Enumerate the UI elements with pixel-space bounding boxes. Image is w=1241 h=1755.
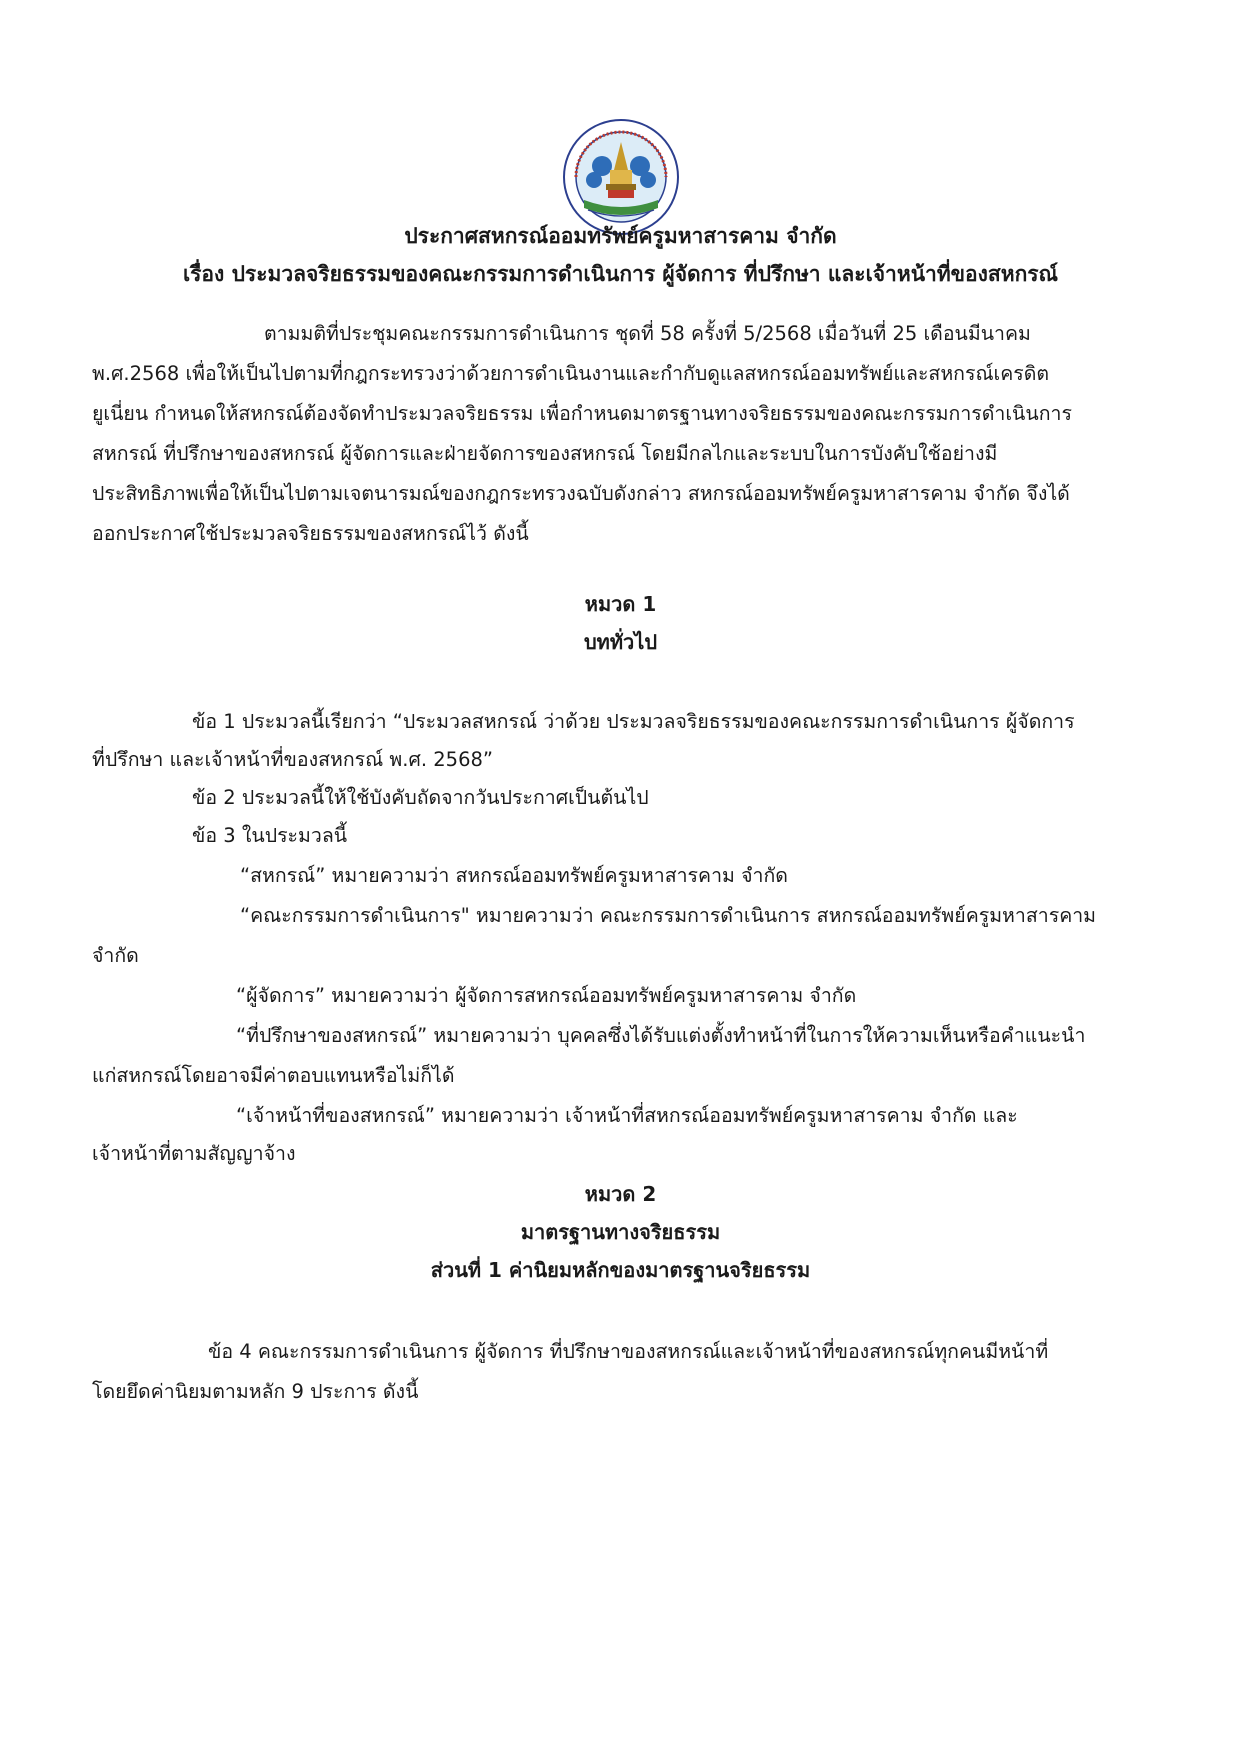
definition-manager: “ผู้จัดการ” หมายความว่า ผู้จัดการสหกรณ์ออมทรัพย์ครูมหาสารคาม จำกัด [236,984,857,1007]
intro-line: ประสิทธิภาพเพื่อให้เป็นไปตามเจตนารมณ์ของกฎกระทรวงฉบับดังกล่าว สหกรณ์ออมทรัพย์ครูมหาสารคาม จำกัด จึงได้ [92,482,1070,505]
article-4-line: ข้อ 4 คณะกรรมการดำเนินการ ผู้จัดการ ที่ปรึกษาของสหกรณ์และเจ้าหน้าที่ของสหกรณ์ทุกคนมีหน้าที่ [208,1340,1049,1363]
chapter-1-title: หมวด 1 [584,592,657,616]
definition-advisor-line: “ที่ปรึกษาของสหกรณ์” หมายความว่า บุคคลซึ่งได้รับแต่งตั้งทำหน้าที่ในการให้ความเห็นหรือคำแนะนำ [236,1024,1086,1047]
definition-advisor-line: แก่สหกรณ์โดยอาจมีค่าตอบแทนหรือไม่ก็ได้ [92,1064,455,1087]
article-4-line: โดยยึดค่านิยมตามหลัก 9 ประการ ดังนี้ [92,1380,419,1403]
intro-line: ตามมติที่ประชุมคณะกรรมการดำเนินการ ชุดที่ 58 ครั้งที่ 5/2568 เมื่อวันที่ 25 เดือนมีนาคม [264,322,1031,345]
article-2: ข้อ 2 ประมวลนี้ให้ใช้บังคับถัดจากวันประกาศเป็นต้นไป [192,786,649,809]
definition-staff-line: เจ้าหน้าที่ตามสัญญาจ้าง [92,1142,296,1165]
article-1-line: ข้อ 1 ประมวลนี้เรียกว่า “ประมวลสหกรณ์ ว่าด้วย ประมวลจริยธรรมของคณะกรรมการดำเนินการ ผู้จัดการ [192,710,1075,733]
chapter-2-subtitle: มาตรฐานทางจริยธรรม [520,1220,721,1244]
chapter-1-subtitle: บททั่วไป [583,630,658,654]
chapter-2-section-1: ส่วนที่ 1 ค่านิยมหลักของมาตรฐานจริยธรรม [430,1258,811,1282]
announcement-title: ประกาศสหกรณ์ออมทรัพย์ครูมหาสารคาม จำกัด [404,224,837,248]
definition-board-line: “คณะกรรมการดำเนินการ" หมายความว่า คณะกรรมการดำเนินการ สหกรณ์ออมทรัพย์ครูมหาสารคาม [240,904,1097,927]
article-1-line: ที่ปรึกษา และเจ้าหน้าที่ของสหกรณ์ พ.ศ. 2568” [92,748,493,771]
intro-line: สหกรณ์ ที่ปรึกษาของสหกรณ์ ผู้จัดการและฝ่ายจัดการของสหกรณ์ โดยมีกลไกและระบบในการบังคับใช้อย่างมี [92,442,998,465]
intro-line: ออกประกาศใช้ประมวลจริยธรรมของสหกรณ์ไว้ ดังนี้ [92,522,529,545]
cooperative-logo-graphic [562,118,680,236]
article-3: ข้อ 3 ในประมวลนี้ [192,824,348,847]
chapter-2-title: หมวด 2 [584,1182,657,1206]
cooperative-logo [562,118,680,236]
intro-line: พ.ศ.2568 เพื่อให้เป็นไปตามที่กฎกระทรวงว่าด้วยการดำเนินงานและกำกับดูแลสหกรณ์ออมทรัพย์และสหกรณ์เครดิต [92,362,1050,385]
announcement-subject: เรื่อง ประมวลจริยธรรมของคณะกรรมการดำเนินการ ผู้จัดการ ที่ปรึกษา และเจ้าหน้าที่ของสหกรณ์ [182,262,1059,286]
definition-cooperative: “สหกรณ์” หมายความว่า สหกรณ์ออมทรัพย์ครูมหาสารคาม จำกัด [240,864,788,887]
definition-board-line: จำกัด [92,944,139,967]
intro-line: ยูเนี่ยน กำหนดให้สหกรณ์ต้องจัดทำประมวลจริยธรรม เพื่อกำหนดมาตรฐานทางจริยธรรมของคณะกรรมการดำเนินการ [92,402,1072,425]
definition-staff-line: “เจ้าหน้าที่ของสหกรณ์” หมายความว่า เจ้าหน้าที่สหกรณ์ออมทรัพย์ครูมหาสารคาม จำกัด และ [236,1104,1018,1127]
